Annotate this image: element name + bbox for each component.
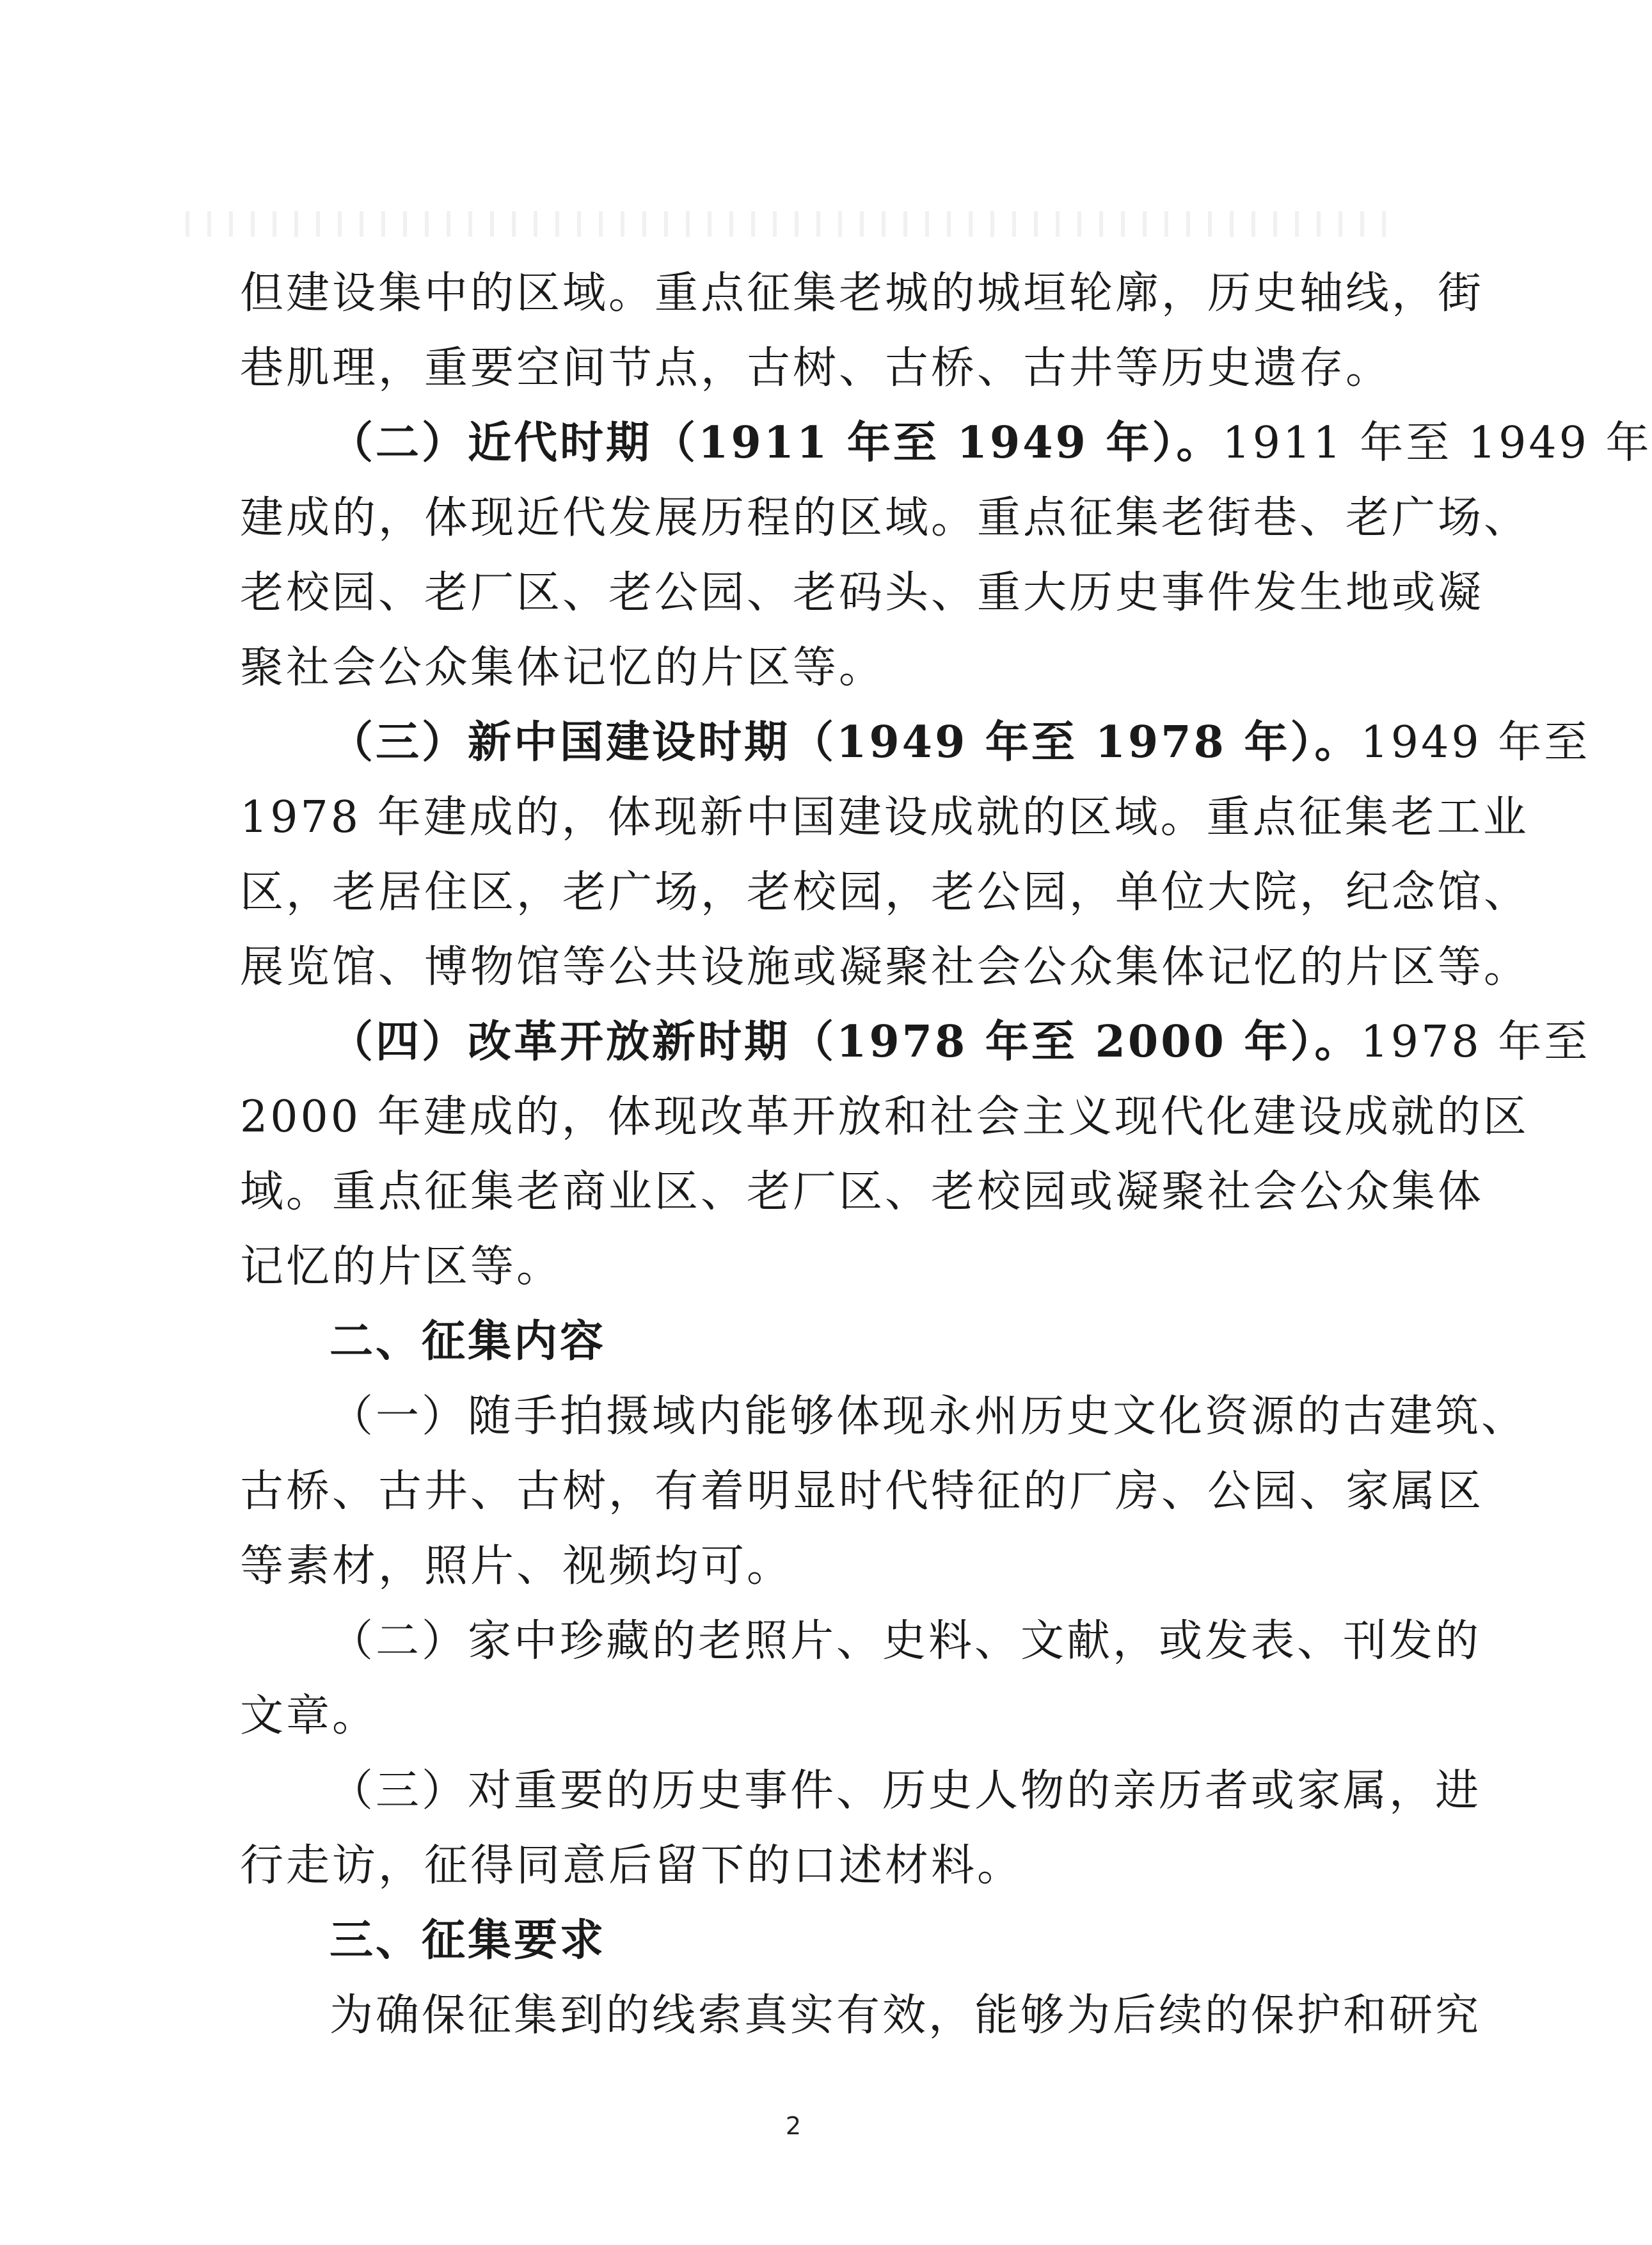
subsection-heading: （二）近代时期（1911 年至 1949 年）。 <box>330 417 1223 468</box>
text-line: 1978 年至 <box>1360 1017 1591 1067</box>
text-line: 但建设集中的区域。重点征集老城的城垣轮廓，历史轴线，街 <box>240 268 1484 319</box>
subsection-modern <box>240 406 1652 481</box>
text-line: 等素材，照片、视频均可。 <box>240 1541 793 1592</box>
scan-artifact <box>186 211 1401 237</box>
text-line: 2000 年建成的，体现改革开放和社会主义现代化建设成就的区 <box>240 1092 1529 1142</box>
subsection-heading: （三）新中国建设时期（1949 年至 1978 年）。 <box>330 717 1361 768</box>
text-line: 1911 年至 1949 年 <box>1222 418 1652 468</box>
text-line: 巷肌理，重要空间节点，古树、古桥、古井等历史遗存。 <box>240 343 1392 394</box>
text-line: 文章。 <box>240 1691 379 1741</box>
text-line: 1978 年建成的，体现新中国建设成就的区域。重点征集老工业 <box>240 792 1529 843</box>
text-line: 聚社会公众集体记忆的片区等。 <box>240 643 886 693</box>
text-line: （二）家中珍藏的老照片、史料、文献，或发表、刊发的 <box>330 1616 1482 1666</box>
page-number: 2 <box>785 2112 802 2140</box>
text-line: 区，老居住区，老广场，老校园，老公园，单位大院，纪念馆、 <box>240 867 1530 918</box>
text-line: （三）对重要的历史事件、历史人物的亲历者或家属，进 <box>330 1766 1482 1816</box>
text-line: 老校园、老厂区、老公园、老码头、重大历史事件发生地或凝 <box>240 568 1484 618</box>
section-title-content: 二、征集内容 <box>330 1316 607 1367</box>
subsection-new-china <box>240 705 1591 780</box>
text-line: 展览馆、博物馆等公共设施或凝聚社会公众集体记忆的片区等。 <box>240 942 1530 993</box>
text-line: 域。重点征集老商业区、老厂区、老校园或凝聚社会公众集体 <box>240 1167 1484 1217</box>
text-line: 古桥、古井、古树，有着明显时代特征的厂房、公园、家属区 <box>240 1466 1484 1517</box>
text-line: （一）随手拍摄域内能够体现永州历史文化资源的古建筑、 <box>330 1391 1528 1442</box>
text-line: 记忆的片区等。 <box>240 1242 563 1292</box>
subsection-reform <box>240 1005 1591 1080</box>
text-line: 建成的，体现近代发展历程的区域。重点征集老街巷、老广场、 <box>240 493 1530 543</box>
section-title-requirements: 三、征集要求 <box>330 1915 607 1966</box>
text-line: 1949 年至 <box>1360 717 1591 768</box>
document-body <box>240 256 1652 2053</box>
subsection-heading: （四）改革开放新时期（1978 年至 2000 年）。 <box>330 1016 1361 1067</box>
text-line: 为确保征集到的线索真实有效，能够为后续的保护和研究 <box>330 1990 1482 2041</box>
text-line: 行走访，征得同意后留下的口述材料。 <box>240 1841 1024 1891</box>
